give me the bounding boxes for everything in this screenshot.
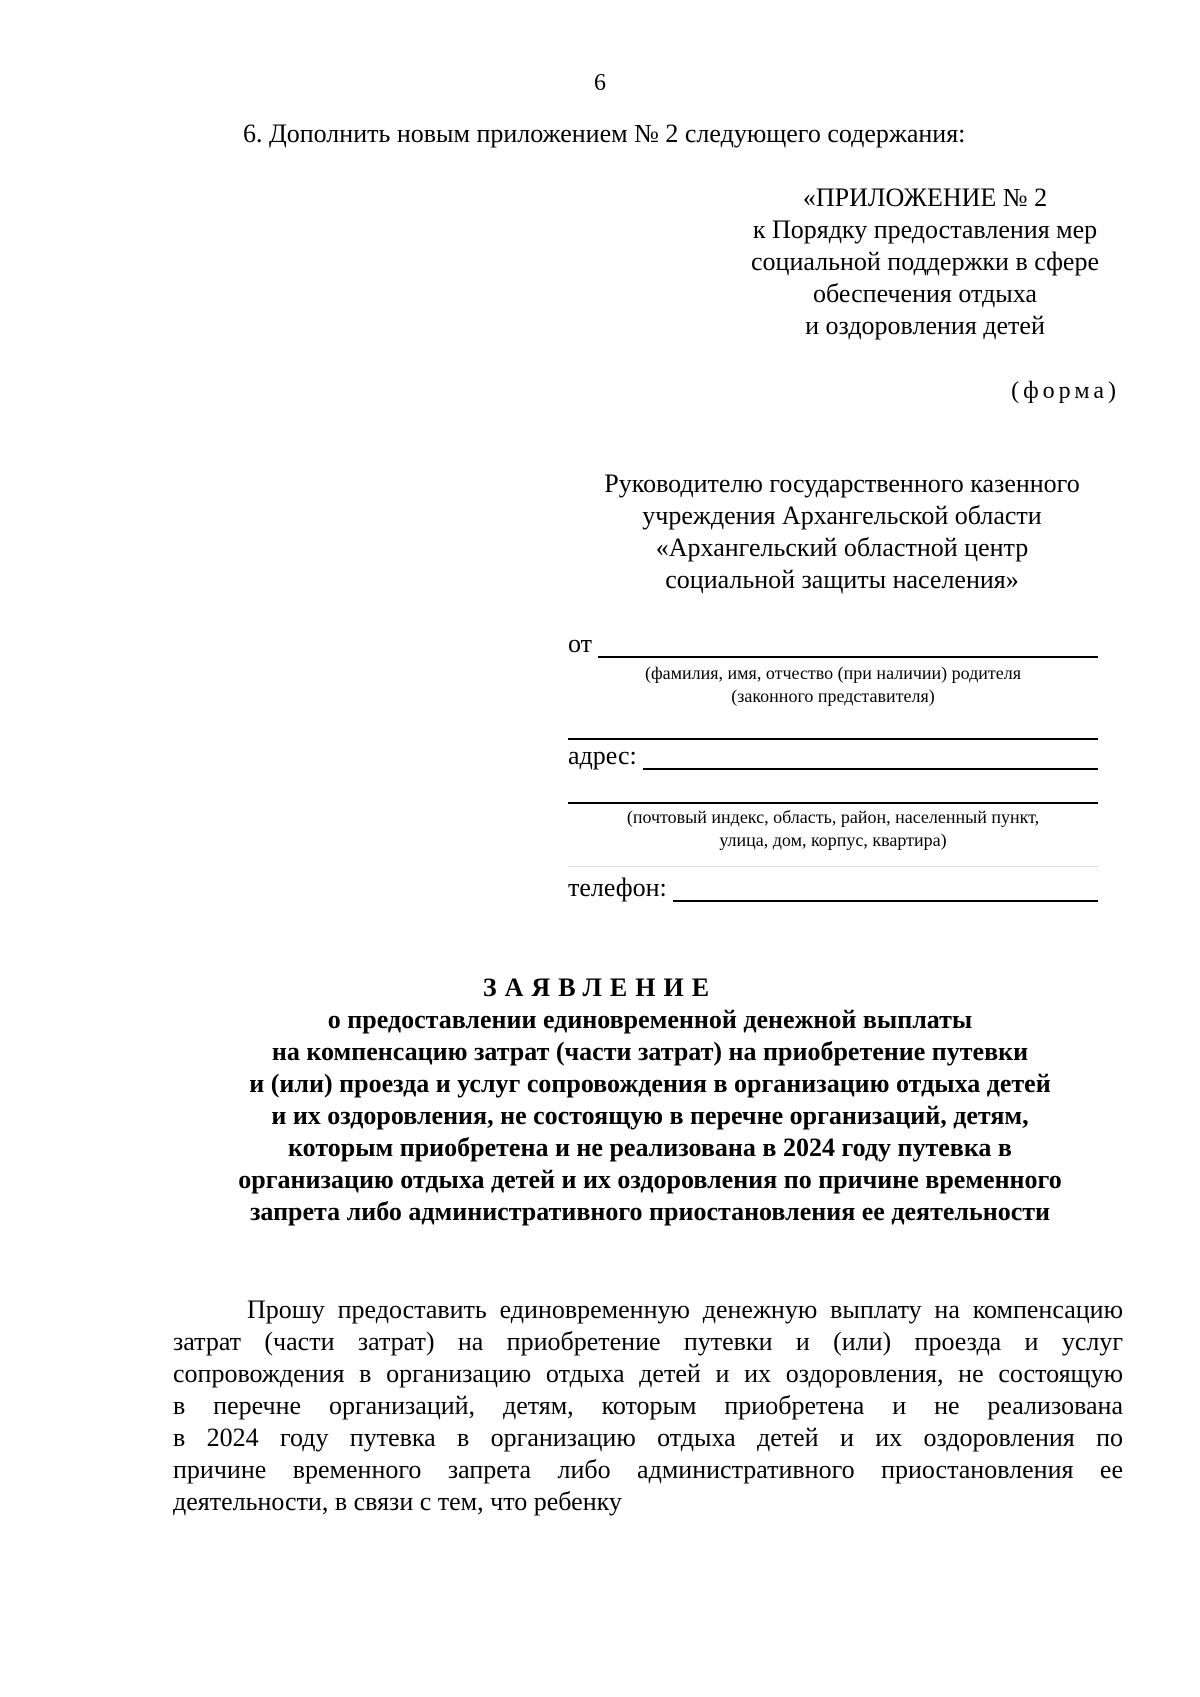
- phone-field[interactable]: [568, 870, 1098, 904]
- subtitle-line: на компенсацию затрат (части затрат) на приобретение путевки: [271, 1037, 1029, 1066]
- appendix-line: «ПРИЛОЖЕНИЕ № 2: [802, 183, 1048, 212]
- amendment-intro: 6. Дополнить новым приложением № 2 следующего содержания:: [243, 119, 966, 148]
- addressee-line: «Архангельский областной центр: [655, 533, 1029, 562]
- page-number: 6: [594, 70, 606, 96]
- appendix-line: к Порядку предоставления мер: [752, 215, 1098, 244]
- address-hint-line: (почтовый индекс, область, район, населенный пункт,: [626, 807, 1040, 827]
- phone-label: телефон:: [568, 873, 667, 902]
- appendix-line: обеспечения отдыха: [813, 279, 1037, 308]
- appendix-line: и оздоровления детей: [805, 311, 1045, 340]
- subtitle-line: о предоставлении единовременной денежной выплаты: [327, 1005, 973, 1034]
- address-field[interactable]: [568, 738, 1098, 772]
- addressee-line: социальной защиты населения»: [665, 565, 1019, 594]
- from-field[interactable]: [568, 626, 1098, 660]
- from-hint-line: (законного представителя): [731, 686, 935, 706]
- addressee-line: Руководителю государственного казенного: [604, 469, 1080, 498]
- body-line: в перечне организаций, детям, которым приобретена и не реализована: [173, 1391, 1123, 1420]
- from-hint: [568, 662, 1098, 708]
- body-line: причине временного запрета либо административного приостановления ее: [173, 1455, 1123, 1484]
- subtitle-line: организацию отдыха детей и их оздоровления по причине временного: [238, 1165, 1062, 1194]
- subtitle-line: и (или) проезда и услуг сопровождения в организацию отдыха детей: [249, 1069, 1051, 1098]
- address-extra-line[interactable]: [568, 802, 1098, 804]
- appendix-line: социальной поддержки в сфере: [750, 247, 1100, 276]
- subtitle-line: запрета либо административного приостановления ее деятельности: [249, 1197, 1051, 1226]
- form-label: (форма): [1011, 378, 1120, 404]
- from-hint-line: (фамилия, имя, отчество (при наличии) родителя: [644, 663, 1022, 683]
- addressee-block: [562, 468, 1122, 596]
- subtitle-line: которым приобретена и не реализована в 2024 году путевка в: [288, 1133, 1012, 1162]
- body-line: затрат (части затрат) на приобретение путевки и (или) проезда и услуг: [173, 1327, 1123, 1356]
- address-hint: [568, 806, 1098, 852]
- document-title: ЗАЯВЛЕНИЕ: [482, 973, 718, 1002]
- hint-divider: [568, 866, 1098, 867]
- body-line: Прошу предоставить единовременную денежную выплату на компенсацию: [247, 1295, 1123, 1324]
- phone-input-line[interactable]: [673, 874, 1098, 902]
- address-input-line[interactable]: [643, 742, 1098, 770]
- body-line: сопровождения в организацию отдыха детей и их оздоровления, не состоящую: [173, 1359, 1123, 1388]
- application-body: [173, 1294, 1123, 1518]
- body-line: деятельности, в связи с тем, что ребенку: [173, 1487, 622, 1516]
- addressee-line: учреждения Архангельской области: [642, 501, 1042, 530]
- from-input-line[interactable]: [598, 630, 1098, 658]
- appendix-header: [700, 182, 1150, 342]
- address-hint-line: улица, дом, корпус, квартира): [719, 830, 947, 850]
- body-line: в 2024 году путевка в организацию отдыха детей и их оздоровления по: [173, 1423, 1123, 1452]
- from-label: от: [568, 629, 593, 658]
- document-subtitle: [140, 1004, 1160, 1228]
- subtitle-line: и их оздоровления, не состоящую в перечне организаций, детям,: [271, 1101, 1029, 1130]
- address-label: адрес:: [568, 741, 637, 770]
